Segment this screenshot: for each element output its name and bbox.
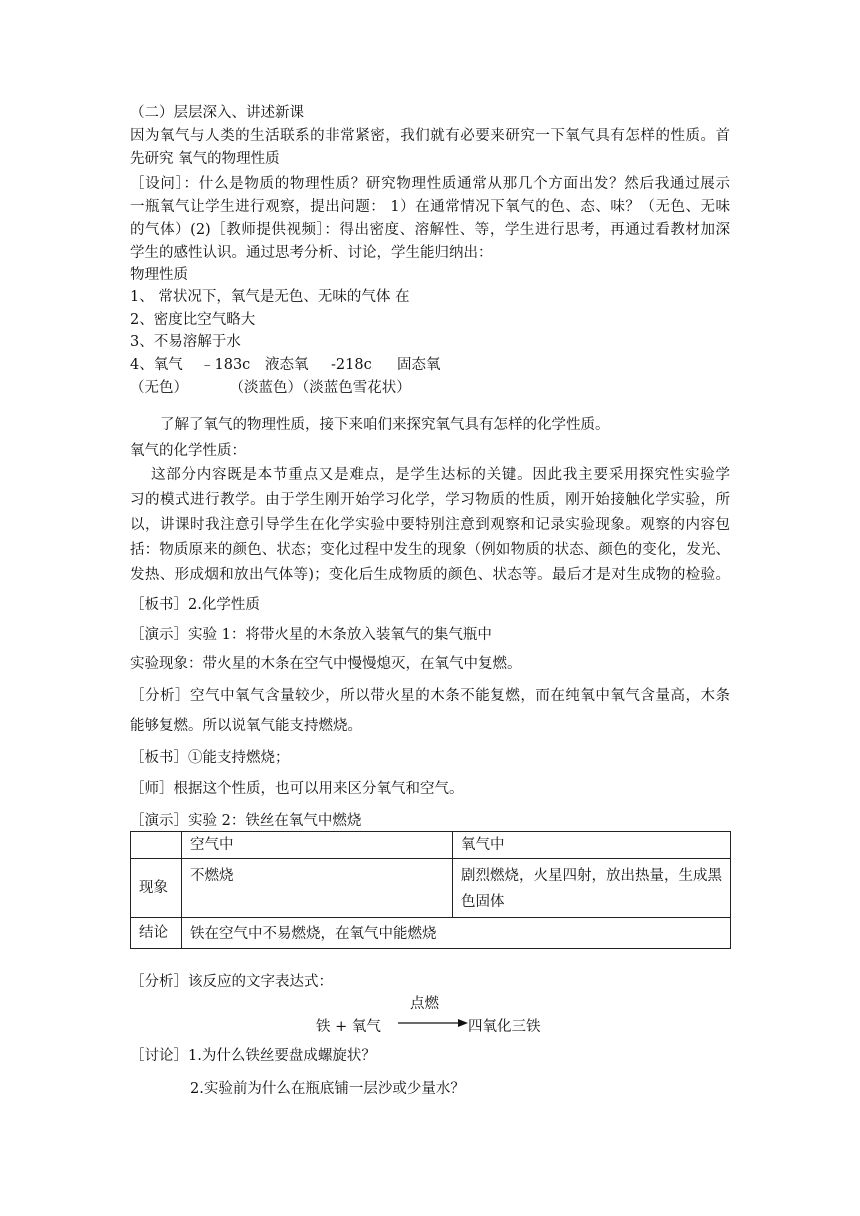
chem-para-line-4: 括：物质原来的颜色、状态；变化过程中发生的现象（例如物质的状态、颜色的变化，发光、	[130, 542, 730, 558]
reaction-product: 四氧化三铁	[468, 1019, 541, 1035]
demo-1: ［演示］实验 1：将带火星的木条放入装氧气的集气瓶中	[130, 627, 492, 643]
reaction-arrow-icon	[398, 1016, 470, 1030]
physical-properties-title: 物理性质	[130, 267, 188, 283]
phenomenon-oxygen-line-2: 色固体	[461, 894, 505, 910]
phenomenon-air: 不燃烧	[182, 859, 453, 918]
row-label-phenomenon: 现象	[131, 859, 182, 918]
analysis-2: ［分析］该反应的文字表达式：	[130, 974, 333, 990]
physical-property-1: 1、 常状况下，氧气是无色、无味的气体 在	[130, 289, 410, 305]
physical-property-2: 2、密度比空气略大	[130, 312, 256, 328]
liquid-temp: ﹣183c	[200, 357, 251, 373]
board-note-1: ［板书］2.化学性质	[130, 597, 260, 613]
experiment-table	[130, 831, 731, 949]
states-label: 4、氧气	[130, 357, 183, 373]
intro-line-2: 先研究 氧气的物理性质	[130, 151, 280, 167]
question-line-4: 学生的感性认识。通过思考分析、讨论，学生能归纳出：	[130, 245, 493, 261]
liquid-oxygen: 液态氧	[265, 357, 309, 373]
chem-para-line-5: 发热、形成烟和放出气体等)；变化后生成物质的颜色、状态等。最后才是对生成物的检验。	[130, 567, 730, 583]
colors-line: （无色） （淡蓝色）（淡蓝色雪花状）	[130, 380, 411, 396]
table-row	[131, 859, 731, 918]
reaction-condition: 点燃	[410, 996, 439, 1012]
question-line-1: ［设问］：什么是物质的物理性质？研究物理性质通常从那几个方面出发？然后我通过展示	[130, 176, 730, 192]
analysis-1-line-2: 能够复燃。所以说氧气能支持燃烧。	[130, 718, 362, 734]
phenomenon-oxygen-line-1: 剧烈燃烧，火星四射，放出热量，生成黑	[461, 868, 722, 884]
phenomenon-oxygen	[453, 859, 731, 918]
board-note-2: ［板书］①能支持燃烧；	[130, 750, 290, 766]
table-header-cell	[131, 832, 182, 859]
demo-2: ［演示］实验 2：铁丝在氧气中燃烧	[130, 813, 362, 829]
discussion-1: ［讨论］1.为什么铁丝要盘成螺旋状？	[130, 1048, 376, 1064]
discussion-2: 2.实验前为什么在瓶底铺一层沙或少量水？	[190, 1081, 465, 1097]
phenomenon-1: 实验现象：带火星的木条在空气中慢慢熄灭，在氧气中复燃。	[130, 656, 522, 672]
solid-temp: -218c	[331, 357, 372, 373]
teacher-note: ［师］根据这个性质，也可以用来区分氧气和空气。	[130, 781, 464, 797]
analysis-1-line-1: ［分析］空气中氧气含量较少，所以带火星的木条不能复燃，而在纯氧中氧气含量高，木条	[130, 688, 730, 704]
question-line-2: 一瓶氧气让学生进行观察，提出问题： 1）在通常情况下氧气的色、态、味？（无色、无味	[130, 199, 730, 215]
chem-para-line-3: 以，讲课时我注意引导学生在化学实验中要特别注意到观察和记录实验现象。观察的内容包	[130, 517, 730, 533]
states-line	[130, 355, 550, 375]
transition-text: 了解了氧气的物理性质，接下来咱们来探究氧气具有怎样的化学性质。	[160, 417, 610, 433]
chem-para-line-1: 这部分内容既是本节重点又是难点，是学生达标的关键。因此我主要采用探究性实验学	[151, 467, 730, 483]
question-line-3: 的气体）(2)［教师提供视频］：得出密度、溶解性、等，学生进行思考，再通过看教材加深	[130, 222, 730, 238]
conclusion-text: 铁在空气中不易燃烧，在氧气中能燃烧	[182, 918, 731, 949]
reaction-reactants: 铁 + 氧气	[316, 1019, 381, 1035]
intro-line-1: 因为氧气与人类的生活联系的非常紧密，我们就有必要来研究一下氧气具有怎样的性质。首	[130, 128, 730, 144]
chemical-properties-title: 氧气的化学性质：	[130, 443, 246, 459]
physical-property-3: 3、不易溶解于水	[130, 334, 241, 350]
table-header-air: 空气中	[182, 832, 453, 859]
chem-para-line-2: 习的模式进行教学。由于学生刚开始学习化学，学习物质的性质，刚开始接触化学实验，所	[130, 492, 730, 508]
table-row	[131, 918, 731, 949]
table-header-row	[131, 832, 731, 859]
solid-oxygen: 固态氧	[397, 357, 441, 373]
section-heading: （二）层层深入、讲述新课	[130, 105, 304, 121]
row-label-conclusion: 结论	[131, 918, 182, 949]
table-header-oxygen: 氧气中	[453, 832, 731, 859]
